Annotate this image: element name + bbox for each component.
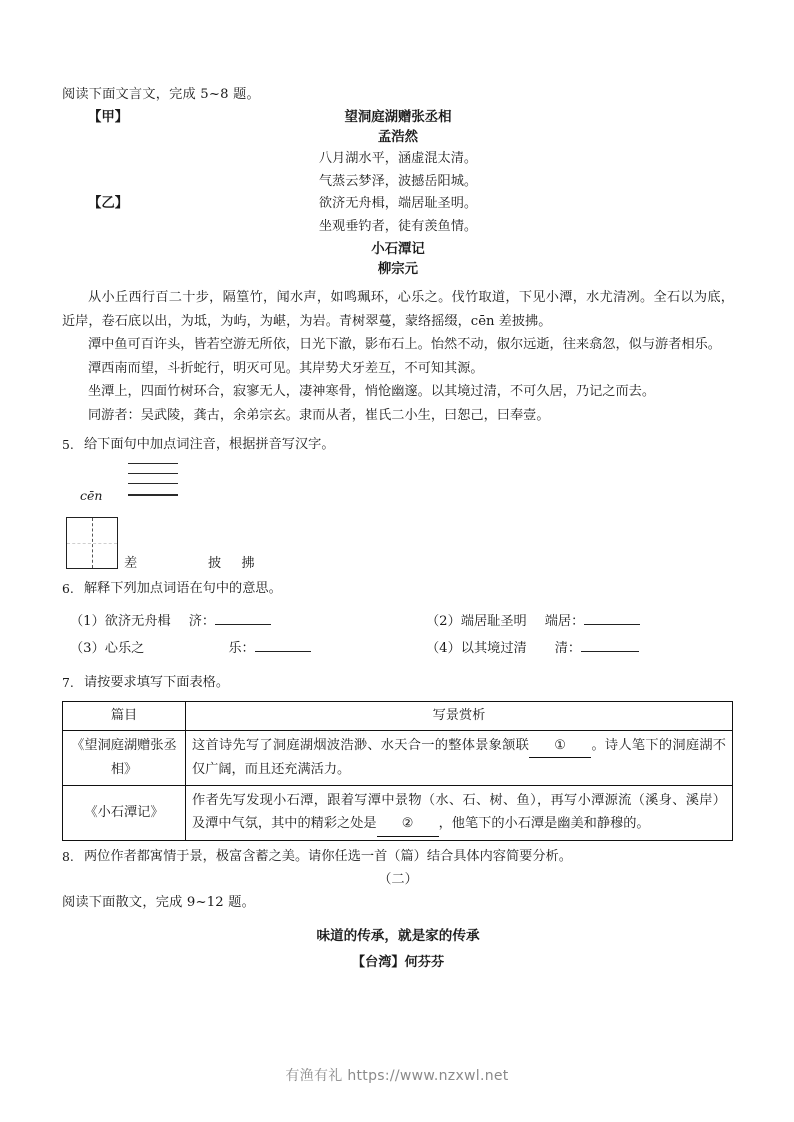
q6-item-2-key: 端居： bbox=[544, 614, 585, 629]
q6-item-3-key: 乐： bbox=[228, 641, 255, 656]
table-row-1-analysis-before: 这首诗先写了洞庭湖烟波浩渺、水天合一的整体景象颔联 bbox=[192, 737, 530, 753]
prose-heading bbox=[62, 240, 734, 280]
prose-paragraph-1: 从小丘西行百二十步，隔篁竹，闻水声，如鸣珮环，心乐之。伐竹取道，下见小潭，水尤清冽。全石以为底，近岸，卷石底以出，为坻，为屿，为嵁，为岩。青树翠蔓，蒙络摇缀，cēn 差披拂。 bbox=[62, 290, 734, 329]
pinyin-four-line-grid[interactable] bbox=[128, 463, 178, 496]
poem-author: 孟浩然 bbox=[377, 130, 419, 145]
question-8-number: 8. bbox=[62, 848, 74, 864]
question-5 bbox=[62, 434, 734, 456]
poem-line-1: 八月湖水平，涵虚混太清。 bbox=[318, 151, 478, 166]
prose-paragraph-2: 潭中鱼可百许头，皆若空游无所依，日光下澈，影布石上。怡然不动，俶尔远逝，往来翕忽，似与游者相乐。 bbox=[88, 337, 721, 352]
table-header-row bbox=[63, 702, 733, 731]
essay-title: 味道的传承，就是家的传承 bbox=[316, 927, 480, 944]
q6-item-4-label: （4）以其境过清 bbox=[426, 641, 527, 656]
section-marker-jia: 【甲】 bbox=[88, 109, 129, 125]
poem-line-2: 气蒸云梦泽，波撼岳阳城。 bbox=[318, 173, 478, 189]
table-row bbox=[63, 730, 733, 785]
question-7 bbox=[62, 672, 734, 694]
question-6-number: 6. bbox=[62, 581, 74, 596]
prose-paragraph-5: 同游者：吴武陵，龚古，余弟宗玄。隶而从者，崔氏二小生，曰恕己，曰奉壹。 bbox=[88, 407, 550, 423]
prose-paragraph-4: 坐潭上，四面竹树环合，寂寥无人，凄神寒骨，悄怆幽邃。以其境过清，不可久居，乃记之而去。 bbox=[88, 384, 656, 399]
q6-item-3 bbox=[62, 635, 414, 662]
prose-author: 柳宗元 bbox=[377, 262, 419, 277]
prose-title: 小石潭记 bbox=[371, 242, 425, 257]
table-header-analysis: 写景赏析 bbox=[186, 702, 733, 731]
q6-item-2 bbox=[414, 608, 734, 635]
reading-prompt-2: 阅读下面散文，完成 9~12 题。 bbox=[62, 894, 256, 910]
table-row-1-blank[interactable]: ① bbox=[529, 734, 591, 759]
q6-item-4 bbox=[414, 635, 734, 662]
q5-answer-area[interactable] bbox=[62, 460, 734, 578]
question-6-items bbox=[62, 608, 734, 662]
q6-item-3-blank[interactable] bbox=[255, 638, 311, 652]
question-8-text: 两位作者都寓情于景，极富含蓄之美。请你任选一首（篇）结合具体内容简要分析。 bbox=[84, 848, 572, 864]
document-content bbox=[62, 84, 734, 976]
table-row-1-title: 《望洞庭湖赠张丞相》 bbox=[63, 730, 186, 785]
character-writing-box[interactable] bbox=[66, 517, 118, 569]
pinyin-label: cēn bbox=[80, 488, 103, 503]
section-two-label: （二） bbox=[378, 871, 418, 887]
poem-title: 望洞庭湖赠张丞相 bbox=[344, 110, 452, 125]
table-row-2-blank[interactable]: ② bbox=[377, 812, 439, 837]
question-6-text: 解释下列加点词语在句中的意思。 bbox=[84, 581, 282, 596]
q6-row-2 bbox=[62, 635, 734, 662]
question-7-number: 7. bbox=[62, 675, 74, 690]
q6-item-1-blank[interactable] bbox=[215, 611, 271, 625]
table-row-2-analysis-after: ，他笔下的小石潭是幽美和静穆的。 bbox=[438, 816, 650, 831]
table-row-2-analysis bbox=[186, 785, 733, 840]
q6-item-4-key: 清： bbox=[554, 641, 582, 656]
q6-row-1 bbox=[62, 608, 734, 635]
footer-watermark: 有渔有礼 https://www.nzxwl.net bbox=[285, 1068, 509, 1084]
table-row-2-title: 《小石潭记》 bbox=[63, 785, 186, 840]
essay-author: 【台湾】何芬芬 bbox=[351, 954, 445, 970]
q6-item-2-label: （2）端居耻圣明 bbox=[426, 614, 527, 629]
question-8 bbox=[62, 846, 734, 868]
prose-paragraph-3: 潭西南而望，斗折蛇行，明灭可见。其岸势犬牙差互，不可知其源。 bbox=[88, 360, 484, 376]
question-6 bbox=[62, 578, 734, 600]
q6-item-1-label: （1）欲济无舟楫 bbox=[70, 614, 171, 629]
q6-item-1-key: 济： bbox=[188, 614, 216, 629]
q6-item-1 bbox=[62, 608, 414, 635]
q6-item-2-blank[interactable] bbox=[584, 611, 640, 625]
poem-line-4: 坐观垂钓者，徒有羡鱼情。 bbox=[318, 218, 478, 234]
q6-item-3-label: （3）心乐之 bbox=[70, 641, 145, 656]
table-row-1-analysis-after: 。诗人笔下的洞庭湖不仅广阔，而且还充满活力。 bbox=[192, 737, 726, 777]
reading-prompt-1: 阅读下面文言文，完成 5~8 题。 bbox=[62, 87, 260, 102]
table-row bbox=[63, 785, 733, 840]
table-row-1-analysis bbox=[186, 730, 733, 785]
table-row-2-analysis-before: 作者先写发现小石潭，跟着写潭中景物（水、石、树、鱼），再写小潭源流（溪身、溪岸）及潭中气氛，其中的精彩之处是 bbox=[192, 792, 726, 831]
q5-trailing-chars: 披 拂 bbox=[208, 556, 263, 571]
question-7-text: 请按要求填写下面表格。 bbox=[84, 675, 230, 690]
question-5-text: 给下面句中加点词注音，根据拼音写汉字。 bbox=[84, 437, 335, 452]
table-header-title: 篇目 bbox=[63, 702, 186, 731]
poem-line-3: 欲济无舟楫，端居耻圣明。 bbox=[318, 196, 478, 211]
section-marker-yi: 【乙】 bbox=[88, 195, 129, 211]
analysis-table bbox=[62, 701, 733, 841]
q5-char-after-box: 差 bbox=[124, 556, 138, 571]
q6-item-4-blank[interactable] bbox=[581, 638, 639, 652]
question-5-number: 5. bbox=[62, 437, 74, 452]
